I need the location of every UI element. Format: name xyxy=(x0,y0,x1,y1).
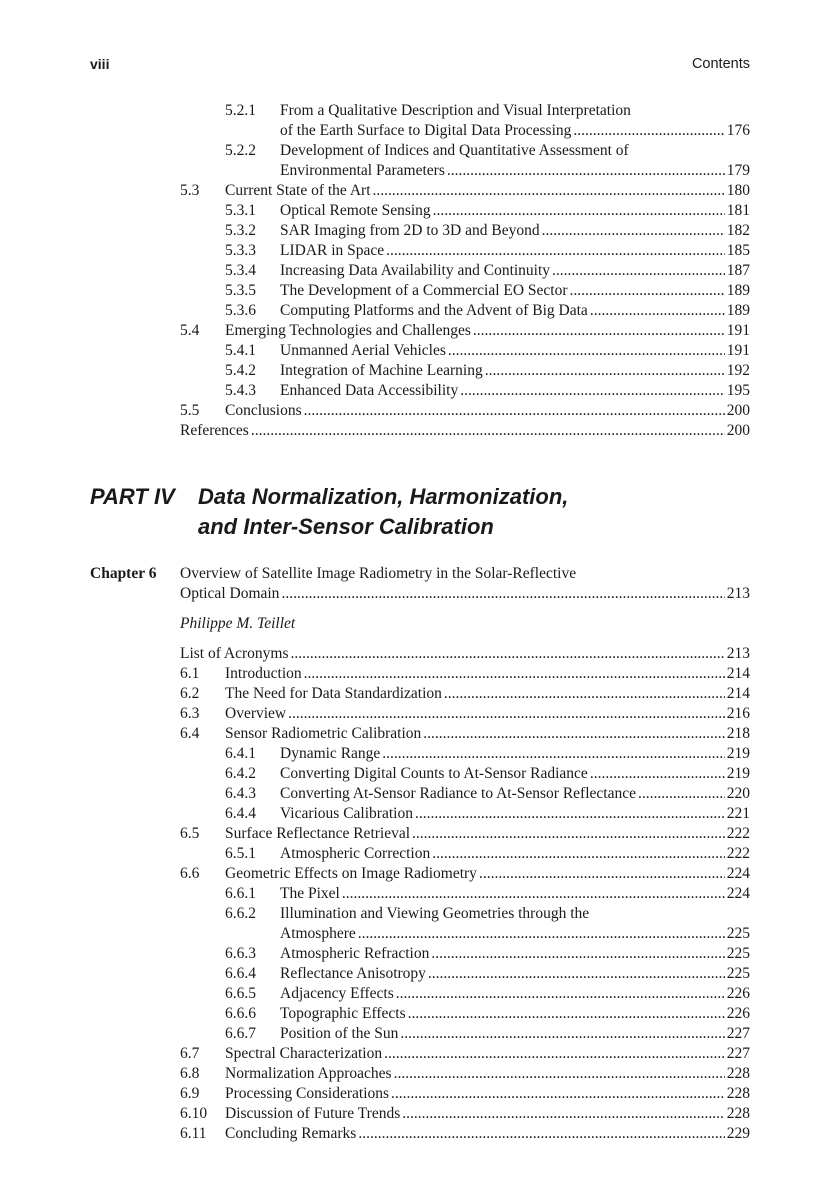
dot-leader xyxy=(384,1044,725,1064)
section-number: 6.6.7 xyxy=(225,1025,256,1042)
section-number: 6.3 xyxy=(180,705,200,722)
dot-leader xyxy=(423,724,724,744)
section-number: 6.10 xyxy=(180,1105,208,1122)
dot-leader xyxy=(638,784,725,804)
page-ref: 227 xyxy=(726,1025,750,1042)
page-ref: 187 xyxy=(726,262,750,279)
section-number: 6.8 xyxy=(180,1065,200,1082)
part-title-line: Data Normalization, Harmonization, xyxy=(198,484,569,509)
dot-leader xyxy=(432,844,725,864)
dot-leader xyxy=(251,421,725,441)
page-ref: 226 xyxy=(726,985,750,1002)
section-title: Processing Considerations xyxy=(225,1085,390,1102)
section-number: 5.3.3 xyxy=(225,242,256,259)
dot-leader xyxy=(433,201,725,221)
page-ref: 181 xyxy=(726,202,750,219)
section-number: 6.6.1 xyxy=(225,885,256,902)
section-title: Development of Indices and Quantitative Assessment of xyxy=(280,142,629,159)
section-number: 6.11 xyxy=(180,1125,207,1142)
section-number: 5.3.4 xyxy=(225,262,256,279)
page-ref: 218 xyxy=(726,725,750,742)
section-title: Vicarious Calibration xyxy=(280,805,413,822)
dot-leader xyxy=(358,1124,724,1144)
page-ref: 225 xyxy=(726,965,750,982)
section-title: Introduction xyxy=(225,665,302,682)
dot-leader xyxy=(288,704,725,724)
page-ref: 228 xyxy=(726,1105,750,1122)
page-ref: 214 xyxy=(726,685,750,702)
page-ref: 228 xyxy=(726,1085,750,1102)
page-ref: 200 xyxy=(726,422,750,439)
dot-leader xyxy=(394,1064,725,1084)
section-title: Environmental Parameters xyxy=(280,162,445,179)
section-title: References xyxy=(180,422,249,439)
section-title: Converting At-Sensor Radiance to At-Sensor Reflectance xyxy=(280,785,636,802)
page-ref: 219 xyxy=(726,745,750,762)
dot-leader xyxy=(444,684,725,704)
dot-leader xyxy=(291,644,725,664)
section-title: Increasing Data Availability and Continuity xyxy=(280,262,551,279)
section-number: 6.6.3 xyxy=(225,945,256,962)
section-number: 6.4.3 xyxy=(225,785,256,802)
dot-leader xyxy=(570,281,725,301)
part-title xyxy=(198,482,568,542)
page-ref: 191 xyxy=(726,342,750,359)
section-title: List of Acronyms xyxy=(180,645,289,662)
dot-leader xyxy=(542,221,725,241)
dot-leader xyxy=(391,1084,725,1104)
section-title: Atmospheric Correction xyxy=(280,845,431,862)
dot-leader xyxy=(386,241,725,261)
dot-leader xyxy=(373,181,725,201)
section-title: of the Earth Surface to Digital Data Processing xyxy=(280,122,572,139)
section-title: Spectral Characterization xyxy=(225,1045,383,1062)
part-title-line: and Inter-Sensor Calibration xyxy=(198,514,494,539)
dot-leader xyxy=(415,804,725,824)
page-ref: 191 xyxy=(726,322,750,339)
dot-leader xyxy=(479,864,725,884)
dot-leader xyxy=(590,301,725,321)
section-title: Illumination and Viewing Geometries through the xyxy=(280,905,590,922)
page-ref: 200 xyxy=(726,402,750,419)
section-title: Surface Reflectance Retrieval xyxy=(225,825,411,842)
page-number: viii xyxy=(90,56,110,72)
section-title: Current State of the Art xyxy=(225,182,371,199)
section-number: 6.6.6 xyxy=(225,1005,256,1022)
page-ref: 214 xyxy=(726,665,750,682)
section-title: Atmosphere xyxy=(280,925,356,942)
dot-leader xyxy=(408,1004,725,1024)
dot-leader xyxy=(590,764,725,784)
section-number: 5.5 xyxy=(180,402,200,419)
dot-leader xyxy=(281,584,724,604)
page-ref: 189 xyxy=(726,302,750,319)
section-number: 6.7 xyxy=(180,1045,200,1062)
section-title: Normalization Approaches xyxy=(225,1065,392,1082)
page-ref: 222 xyxy=(726,845,750,862)
dot-leader xyxy=(485,361,725,381)
section-title: The Pixel xyxy=(280,885,340,902)
section-title: Concluding Remarks xyxy=(225,1125,357,1142)
section-title: Unmanned Aerial Vehicles xyxy=(280,342,446,359)
page-ref: 228 xyxy=(726,1065,750,1082)
dot-leader xyxy=(431,944,724,964)
section-number: 5.3.6 xyxy=(225,302,256,319)
section-number: 5.4.2 xyxy=(225,362,256,379)
section-title: LIDAR in Space xyxy=(280,242,385,259)
page-ref: 227 xyxy=(726,1045,750,1062)
section-number: 6.1 xyxy=(180,665,200,682)
page-ref: 224 xyxy=(726,865,750,882)
section-number: 6.4.2 xyxy=(225,765,256,782)
page-ref: 216 xyxy=(726,705,750,722)
page-ref: 220 xyxy=(726,785,750,802)
page-ref: 182 xyxy=(726,222,750,239)
section-number: 5.4.3 xyxy=(225,382,256,399)
dot-leader xyxy=(396,984,725,1004)
section-title: Atmospheric Refraction xyxy=(280,945,430,962)
section-title: Dynamic Range xyxy=(280,745,381,762)
page-ref: 189 xyxy=(726,282,750,299)
page-ref: 222 xyxy=(726,825,750,842)
page-ref: 226 xyxy=(726,1005,750,1022)
section-number: 5.3.1 xyxy=(225,202,256,219)
page-ref: 221 xyxy=(726,805,750,822)
dot-leader xyxy=(342,884,725,904)
section-title: From a Qualitative Description and Visual Interpretation xyxy=(280,102,631,119)
dot-leader xyxy=(448,341,725,361)
page-ref: 213 xyxy=(726,645,750,662)
page-ref: 185 xyxy=(726,242,750,259)
section-number: 5.2.1 xyxy=(225,102,256,119)
section-title: Enhanced Data Accessibility xyxy=(280,382,459,399)
page-ref: 176 xyxy=(726,122,750,139)
section-title: Reflectance Anisotropy xyxy=(280,965,426,982)
dot-leader xyxy=(447,161,725,181)
section-title: Converting Digital Counts to At-Sensor Radiance xyxy=(280,765,588,782)
page-ref: 224 xyxy=(726,885,750,902)
dot-leader xyxy=(402,1104,724,1124)
chapter-author: Philippe M. Teillet xyxy=(180,615,296,632)
page-ref: 192 xyxy=(726,362,750,379)
section-number: 5.3.2 xyxy=(225,222,256,239)
running-title: Contents xyxy=(691,56,750,72)
section-number: 6.4.4 xyxy=(225,805,256,822)
section-number: 6.5 xyxy=(180,825,200,842)
section-title: The Need for Data Standardization xyxy=(225,685,442,702)
page-ref: 213 xyxy=(726,585,750,602)
section-title: Integration of Machine Learning xyxy=(280,362,483,379)
page-ref: 195 xyxy=(726,382,750,399)
dot-leader xyxy=(552,261,725,281)
page-ref: 225 xyxy=(726,925,750,942)
chapter-title-line xyxy=(180,564,576,584)
page-ref: 225 xyxy=(726,945,750,962)
section-title: SAR Imaging from 2D to 3D and Beyond xyxy=(280,222,540,239)
section-number: 5.2.2 xyxy=(225,142,256,159)
section-title: Discussion of Future Trends xyxy=(225,1105,401,1122)
section-title: Topographic Effects xyxy=(280,1005,406,1022)
section-number: 5.3.5 xyxy=(225,282,256,299)
section-number: 6.6.2 xyxy=(225,905,256,922)
section-number: 6.9 xyxy=(180,1085,200,1102)
section-number: 6.6.5 xyxy=(225,985,256,1002)
chapter-label: Chapter 6 xyxy=(90,565,157,582)
dot-leader xyxy=(304,401,725,421)
section-number: 6.2 xyxy=(180,685,200,702)
section-number: 6.6.4 xyxy=(225,965,256,982)
section-title: Emerging Technologies and Challenges xyxy=(225,322,471,339)
section-title: Overview xyxy=(225,705,287,722)
page-ref: 229 xyxy=(726,1125,750,1142)
dot-leader xyxy=(573,121,724,141)
section-title: Sensor Radiometric Calibration xyxy=(225,725,422,742)
section-title: Conclusions xyxy=(225,402,302,419)
dot-leader xyxy=(400,1024,724,1044)
section-title: Geometric Effects on Image Radiometry xyxy=(225,865,477,882)
section-title: Position of the Sun xyxy=(280,1025,399,1042)
section-number: 5.4.1 xyxy=(225,342,256,359)
section-number: 6.6 xyxy=(180,865,200,882)
section-number: 6.4.1 xyxy=(225,745,256,762)
page-ref: 180 xyxy=(726,182,750,199)
dot-leader xyxy=(428,964,725,984)
section-number: 5.4 xyxy=(180,322,200,339)
dot-leader xyxy=(460,381,725,401)
page-ref: 179 xyxy=(726,162,750,179)
dot-leader xyxy=(412,824,725,844)
section-title: Adjacency Effects xyxy=(280,985,394,1002)
section-number: 6.5.1 xyxy=(225,845,256,862)
chapter-title-text: Optical Domain xyxy=(180,585,280,602)
section-title: The Development of a Commercial EO Sector xyxy=(280,282,568,299)
chapter-title-text: Overview of Satellite Image Radiometry in the Solar-Reflective xyxy=(180,565,577,582)
section-title: Optical Remote Sensing xyxy=(280,202,431,219)
dot-leader xyxy=(473,321,725,341)
dot-leader xyxy=(304,664,725,684)
section-title: Computing Platforms and the Advent of Big Data xyxy=(280,302,588,319)
dot-leader xyxy=(382,744,724,764)
part-label: PART IV xyxy=(90,484,175,509)
section-number: 6.4 xyxy=(180,725,200,742)
page-ref: 219 xyxy=(726,765,750,782)
dot-leader xyxy=(358,924,725,944)
section-number: 5.3 xyxy=(180,182,200,199)
